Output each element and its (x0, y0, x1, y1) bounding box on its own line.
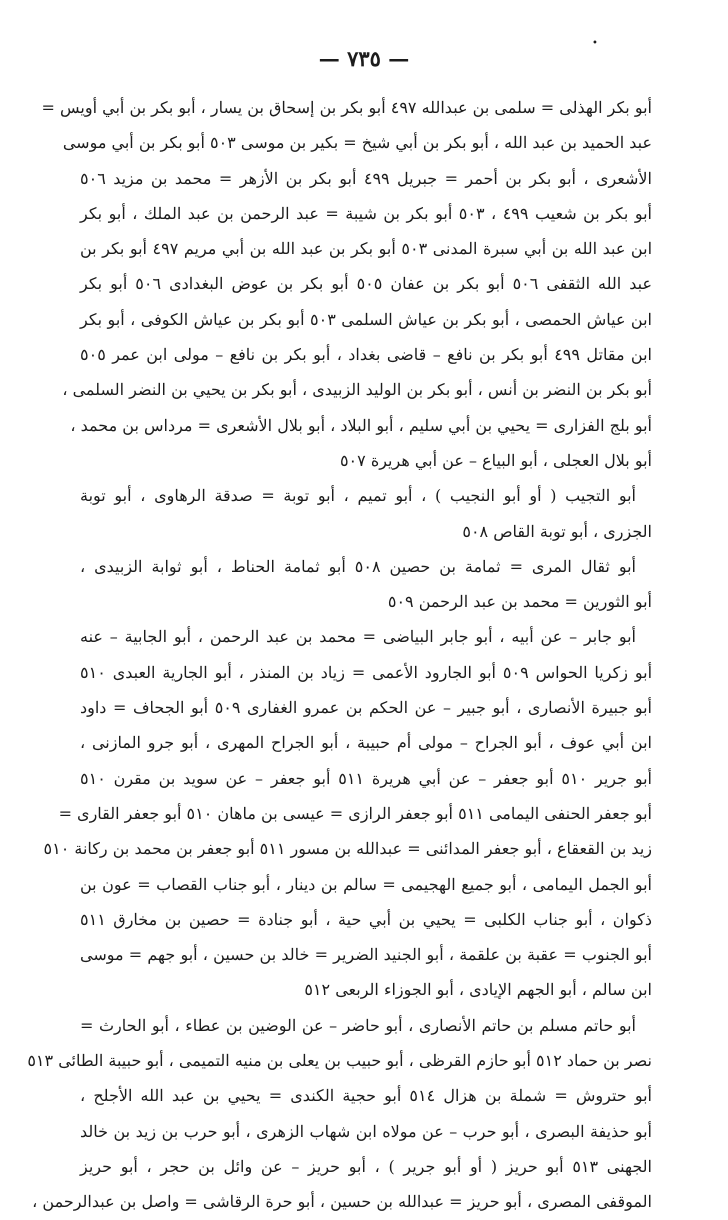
index-line: أبو بكر بن شعيب ٤٩٩ ، ٥٠٣ أبو بكر بن شيبة = عبد الرحمن بن عبد الملك ، أبو بكر (80, 203, 652, 223)
index-line: أبو ثقال المرى = ثمامة بن حصين ٥٠٨ أبو ثمامة الحناط ، أبو ثوابة الزبيدى ، (80, 556, 636, 576)
index-line: أبو بلج الفزارى = يحيي بن أبي سليم ، أبو البلاد ، أبو بلال الأشعرى = مرداس بن محمد ، (70, 415, 652, 435)
index-line: أبو زكريا الحواس ٥٠٩ أبو الجارود الأعمى = زياد بن المنذر ، أبو الجارية العبدى ٥١٠ (80, 662, 653, 682)
index-line: أبو الجمل اليمامى ، أبو جميع الهجيمى = سالم بن دينار ، أبو جناب القصاب = عون بن (80, 874, 652, 894)
index-line: ذكوان ، أبو جناب الكلبى = يحيي بن أبي حية ، أبو جنادة = حصين بن مخارق ٥١١ (80, 909, 652, 929)
index-line: الموقفى المصرى ، أبو حريز = عبدالله بن حسين ، أبو حرة الرقاشى = واصل بن عبدالرحمن ، (32, 1192, 652, 1212)
index-line: ابن عبد الله بن أبي سبرة المدنى ٥٠٣ أبو بكر بن عبد الله بن أبي مريم ٤٩٧ أبو بكر بن (80, 239, 653, 259)
index-line: أبو جابر – عن أبيه ، أبو جابر البياضى = محمد بن عبد الرحمن ، أبو الجابية – عنه (80, 627, 636, 647)
index-line: أبو حتروش = شملة بن هزال ٥١٤ أبو حجية الكندى = يحيي بن عبد الله الأجلح ، (80, 1086, 652, 1106)
index-line: الأشعرى ، أبو بكر بن أحمر = جبريل ٤٩٩ أبو بكر بن الأزهر = محمد بن مزيد ٥٠٦ (80, 168, 653, 188)
index-line: الجهنى ٥١٣ أبو حريز ( أو أبو جرير ) ، أبو حريز – عن وائل بن حجر ، أبو حريز (80, 1156, 652, 1176)
index-line: الجزرى ، أبو توبة القاص ٥٠٨ (462, 521, 652, 541)
index-line: أبو بلال العجلى ، أبو البياع – عن أبي هريرة ٥٠٧ (339, 450, 652, 470)
index-line: عبد الله الثقفى ٥٠٦ أبو بكر بن عفان ٥٠٥ أبو بكر بن عوض البغدادى ٥٠٦ أبو بكر (80, 274, 653, 294)
index-body (27, 90, 653, 1220)
index-line: ابن عياش الحمصى ، أبو بكر بن عياش السلمى ٥٠٣ أبو بكر بن عياش الكوفى ، أبو بكر (80, 309, 653, 329)
index-line: أبو جعفر الحنفى اليمامى ٥١١ أبو جعفر الرازى = عيسى بن ماهان ٥١٠ أبو جعفر القارى = (58, 803, 652, 823)
index-line: أبو الجنوب = عقبة بن علقمة ، أبو الجنيد الضرير = خالد بن حسين ، أبو جهم = موسى (80, 945, 652, 965)
index-line: ابن أبي عوف ، أبو الجراح – مولى أم حبيبة ، أبو الجراح المهرى ، أبو جرو المازنى ، (80, 733, 652, 753)
index-line: أبو حذيفة البصرى ، أبو حرب – عن مولاه ابن شهاب الزهرى ، أبو حرب بن زيد بن خالد (80, 1121, 653, 1141)
index-line: أبو جرير ٥١٠ أبو جعفر – عن أبي هريرة ٥١١ أبو جعفر – عن سويد بن مقرن ٥١٠ (80, 768, 653, 788)
page-mark: • (592, 38, 598, 49)
index-line: أبو حاتم مسلم بن حاتم الأنصارى ، أبو حاضر – عن الوضين بن عطاء ، أبو الحارث = (80, 1015, 636, 1035)
index-line: أبو بكر بن النضر بن أنس ، أبو بكر بن الوليد الزبيدى ، أبو بكر بن يحيي بن النضر السلمى ، (62, 380, 652, 400)
index-line: نصر بن حماد ٥١٢ أبو حازم القرظى ، أبو حبيب بن يعلى بن منيه التميمى ، أبو حبيبة الطائى ٥١٣ (27, 1051, 652, 1071)
index-line: أبو جبيرة الأنصارى ، أبو جبير – عن الحكم بن عمرو الغفارى ٥٠٩ أبو الجحاف = داود (80, 698, 652, 718)
index-line: ابن مقاتل ٤٩٩ أبو بكر بن نافع – قاضى بغداد ، أبو بكر بن نافع – مولى ابن عمر ٥٠٥ (80, 345, 653, 365)
index-line: ابن سالم ، أبو الجهم الإيادى ، أبو الجوزاء الربعى ٥١٢ (304, 980, 652, 1000)
page-number: — ٧٣٥ — (318, 46, 410, 71)
index-line: أبو التجيب ( أو أبو النجيب ) ، أبو تميم ، أبو توبة = صدقة الرهاوى ، أبو توبة (80, 486, 636, 506)
index-line: عبد الحميد بن عبد الله ، أبو بكر بن أبي شيخ = بكير بن موسى ٥٠٣ أبو بكر بن أبي موسى (62, 133, 652, 153)
index-line: زيد بن القعقاع ، أبو جعفر المدائنى = عبدالله بن مسور ٥١١ أبو جعفر بن محمد بن ركانة ٥١٠ (43, 839, 652, 859)
index-line: أبو الثورين = محمد بن عبد الرحمن ٥٠٩ (387, 592, 652, 612)
index-line: أبو بكر الهذلى = سلمى بن عبدالله ٤٩٧ أبو بكر بن إسحاق بن يسار ، أبو بكر بن أبي أويس = (41, 98, 652, 117)
